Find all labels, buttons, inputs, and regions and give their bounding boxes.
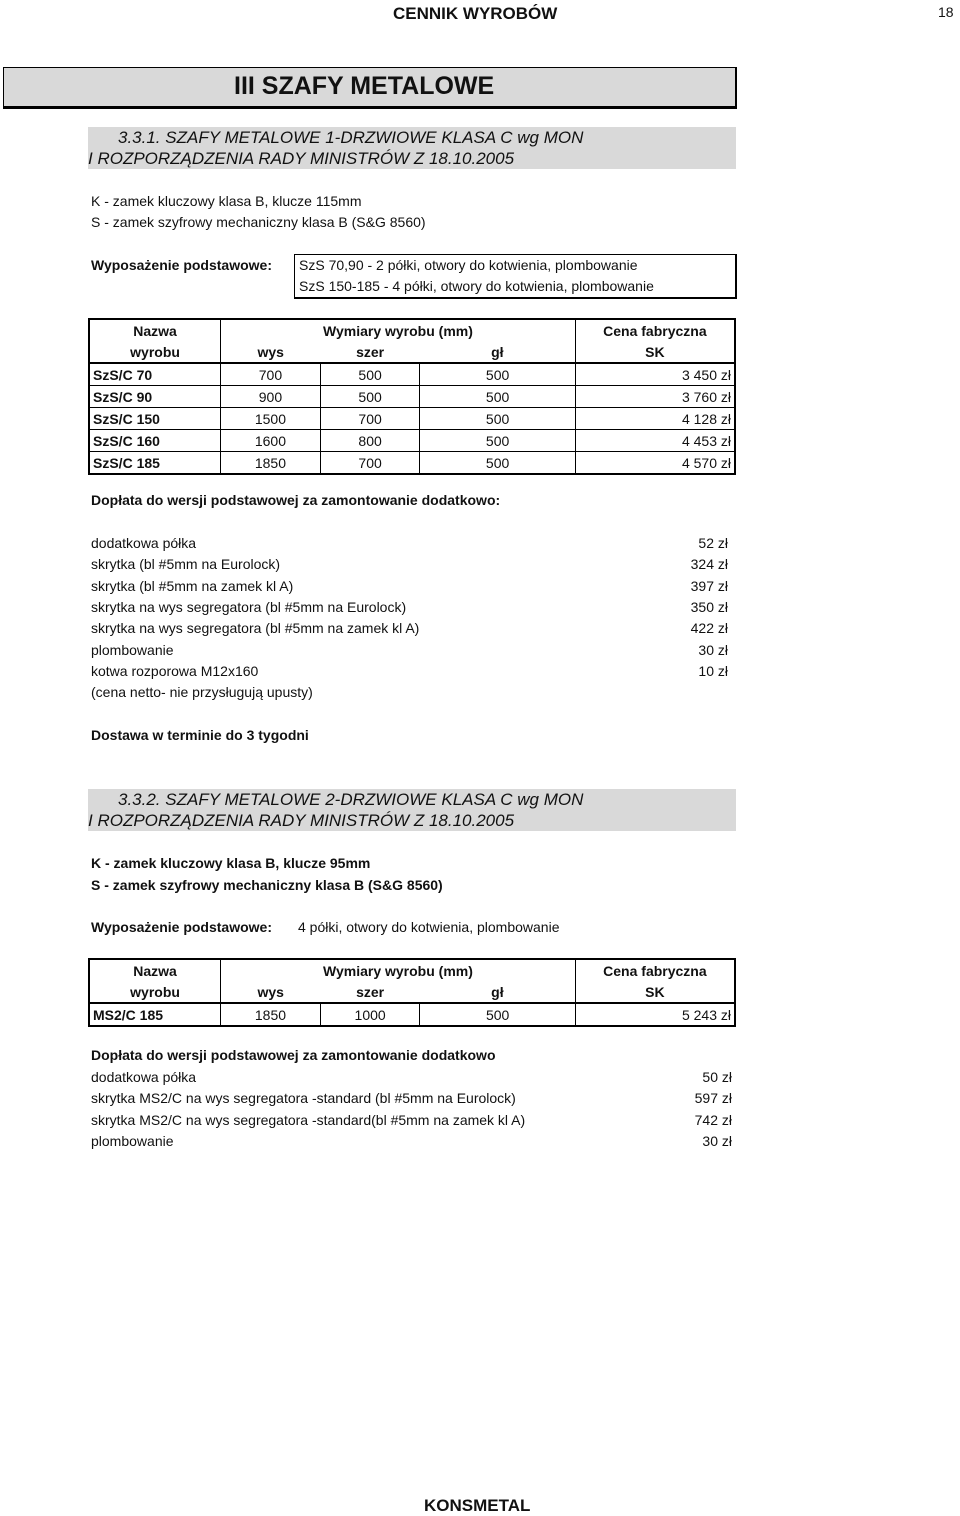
dimension-cell: 700	[221, 363, 321, 386]
s1-table-header-cell: Nazwa	[89, 319, 221, 341]
s1-extras-title: Dopłata do wersji podstawowej za zamontowanie dodatkowo:	[91, 492, 501, 508]
extra-item-price: 397 zł	[690, 577, 728, 594]
dimension-cell: 500	[420, 430, 575, 452]
product-name-cell: SzS/C 185	[89, 452, 221, 475]
extra-item-name: dodatkowa półka	[91, 1069, 197, 1085]
s1-table-subheader-cell: SK	[575, 341, 735, 363]
s2-heading	[88, 789, 736, 831]
table-row	[89, 408, 735, 430]
table-row	[89, 363, 735, 386]
extra-item-name: skrytka MS2/C na wys segregatora -standard(bl #5mm na zamek kl A)	[91, 1111, 526, 1128]
table-row	[89, 386, 735, 408]
extra-item-name: kotwa rozporowa M12x160	[91, 662, 259, 679]
s1-table-header-cell: Wymiary wyrobu (mm)	[221, 319, 576, 341]
dimension-cell: 700	[320, 408, 420, 430]
table-row	[89, 430, 735, 452]
s1-heading-line2: I ROZPORZĄDZENIA RADY MINISTRÓW Z 18.10.2005	[88, 149, 515, 168]
s1-equipment-box	[294, 254, 737, 299]
dimension-cell: 900	[221, 386, 321, 408]
dimension-cell: 500	[420, 363, 575, 386]
footer-company: KONSMETAL	[424, 1496, 531, 1515]
s1-delivery: Dostawa w terminie do 3 tygodni	[91, 727, 309, 743]
s1-table-subheader-cell: wys	[221, 341, 321, 363]
extra-item-price: 30 zł	[702, 1132, 732, 1149]
s2-table-header-row-2	[89, 981, 735, 1003]
s1-equipment-label: Wyposażenie podstawowe:	[91, 257, 272, 273]
s2-lock-s: S - zamek szyfrowy mechaniczny klasa B (S&G 8560)	[91, 877, 443, 893]
extra-item-name: dodatkowa półka	[91, 535, 197, 551]
s1-table-subheader-cell: wyrobu	[89, 341, 221, 363]
section-title: III SZAFY METALOWE	[234, 72, 495, 100]
product-name-cell: MS2/C 185	[89, 1003, 221, 1026]
price-cell: 5 243 zł	[575, 1003, 735, 1026]
s1-price-table	[88, 318, 736, 475]
extra-item-price: 324 zł	[690, 556, 728, 573]
s1-heading-line1: 3.3.1. SZAFY METALOWE 1-DRZWIOWE KLASA C wg MON	[118, 128, 584, 147]
s1-table-header-row-1	[89, 319, 735, 341]
dimension-cell: 1850	[221, 452, 321, 475]
dimension-cell: 700	[320, 452, 420, 475]
s2-table-subheader-cell: gł	[420, 981, 575, 1003]
s2-table-header-cell: Nazwa	[89, 959, 221, 981]
s2-equipment-text: 4 półki, otwory do kotwienia, plombowanie	[298, 919, 560, 935]
dimension-cell: 1500	[221, 408, 321, 430]
extra-item-name: skrytka (bl #5mm na Eurolock)	[91, 556, 281, 573]
page-number: 18	[938, 4, 954, 20]
s2-heading-line2: I ROZPORZĄDZENIA RADY MINISTRÓW Z 18.10.2005	[88, 811, 515, 830]
s1-lock-k: K - zamek kluczowy klasa B, klucze 115mm	[91, 193, 362, 209]
dimension-cell: 1600	[221, 430, 321, 452]
extra-item-price: 422 zł	[690, 620, 728, 637]
s2-lock-k: K - zamek kluczowy klasa B, klucze 95mm	[91, 855, 371, 871]
table-row	[89, 452, 735, 475]
s2-heading-line1: 3.3.2. SZAFY METALOWE 2-DRZWIOWE KLASA C wg MON	[118, 790, 584, 809]
s1-table-header-row-2	[89, 341, 735, 363]
product-name-cell: SzS/C 70	[89, 363, 221, 386]
s2-table-header-cell: Cena fabryczna	[603, 962, 707, 979]
price-cell: 4 453 zł	[575, 430, 735, 452]
s2-table-subheader-cell: SK	[575, 981, 735, 1003]
price-cell: 4 570 zł	[575, 452, 735, 475]
extra-item-price: 30 zł	[698, 641, 728, 658]
dimension-cell: 500	[320, 363, 420, 386]
s1-heading	[88, 127, 736, 169]
price-cell: 3 760 zł	[575, 386, 735, 408]
s1-table-subheader-cell: szer	[320, 341, 420, 363]
document-header-title: CENNIK WYROBÓW	[393, 4, 558, 23]
extra-item-name: plombowanie	[91, 641, 174, 658]
dimension-cell: 1850	[221, 1003, 321, 1026]
product-name-cell: SzS/C 90	[89, 386, 221, 408]
extra-item-price: 350 zł	[690, 598, 728, 615]
dimension-cell: 500	[420, 452, 575, 475]
s2-table-subheader-cell: wys	[221, 981, 321, 1003]
extra-item-price: 597 zł	[694, 1090, 732, 1107]
s1-lock-s: S - zamek szyfrowy mechaniczny klasa B (S&G 8560)	[91, 214, 426, 230]
dimension-cell: 500	[420, 408, 575, 430]
extra-item-name: skrytka na wys segregatora (bl #5mm na Eurolock)	[91, 598, 407, 615]
dimension-cell: 500	[320, 386, 420, 408]
s2-table-header-row-1	[89, 959, 735, 981]
dimension-cell: 500	[420, 386, 575, 408]
extra-item-name: skrytka na wys segregatora (bl #5mm na zamek kl A)	[91, 620, 420, 637]
product-name-cell: SzS/C 150	[89, 408, 221, 430]
s1-table-header-cell: Cena fabryczna	[603, 322, 707, 339]
s2-price-table	[88, 958, 736, 1027]
s1-equipment-line-1: SzS 70,90 - 2 półki, otwory do kotwienia, plombowanie	[299, 257, 638, 273]
table-row	[89, 1003, 735, 1026]
extra-item-price: 50 zł	[702, 1069, 732, 1085]
section-title-band	[3, 67, 737, 109]
s2-extras-title: Dopłata do wersji podstawowej za zamontowanie dodatkowo	[91, 1047, 496, 1063]
extra-item-price: 52 zł	[698, 535, 728, 551]
s2-equipment-label: Wyposażenie podstawowe:	[91, 919, 272, 935]
s2-table-subheader-cell: szer	[320, 981, 420, 1003]
dimension-cell: 500	[420, 1003, 575, 1026]
dimension-cell: 800	[320, 430, 420, 452]
price-cell: 3 450 zł	[575, 363, 735, 386]
s2-table-header-cell: Wymiary wyrobu (mm)	[221, 959, 576, 981]
extra-item-price: 10 zł	[698, 662, 728, 679]
s1-note: (cena netto- nie przysługują upusty)	[91, 684, 313, 700]
extra-item-price: 742 zł	[694, 1111, 732, 1128]
extra-item-name: plombowanie	[91, 1132, 174, 1149]
extra-item-name: skrytka MS2/C na wys segregatora -standard (bl #5mm na Eurolock)	[91, 1090, 516, 1107]
extra-item-name: skrytka (bl #5mm na zamek kl A)	[91, 577, 294, 594]
product-name-cell: SzS/C 160	[89, 430, 221, 452]
s1-equipment-line-2: SzS 150-185 - 4 półki, otwory do kotwienia, plombowanie	[299, 278, 654, 294]
s1-table-subheader-cell: gł	[420, 341, 575, 363]
price-cell: 4 128 zł	[575, 408, 735, 430]
s2-table-subheader-cell: wyrobu	[89, 981, 221, 1003]
dimension-cell: 1000	[320, 1003, 420, 1026]
